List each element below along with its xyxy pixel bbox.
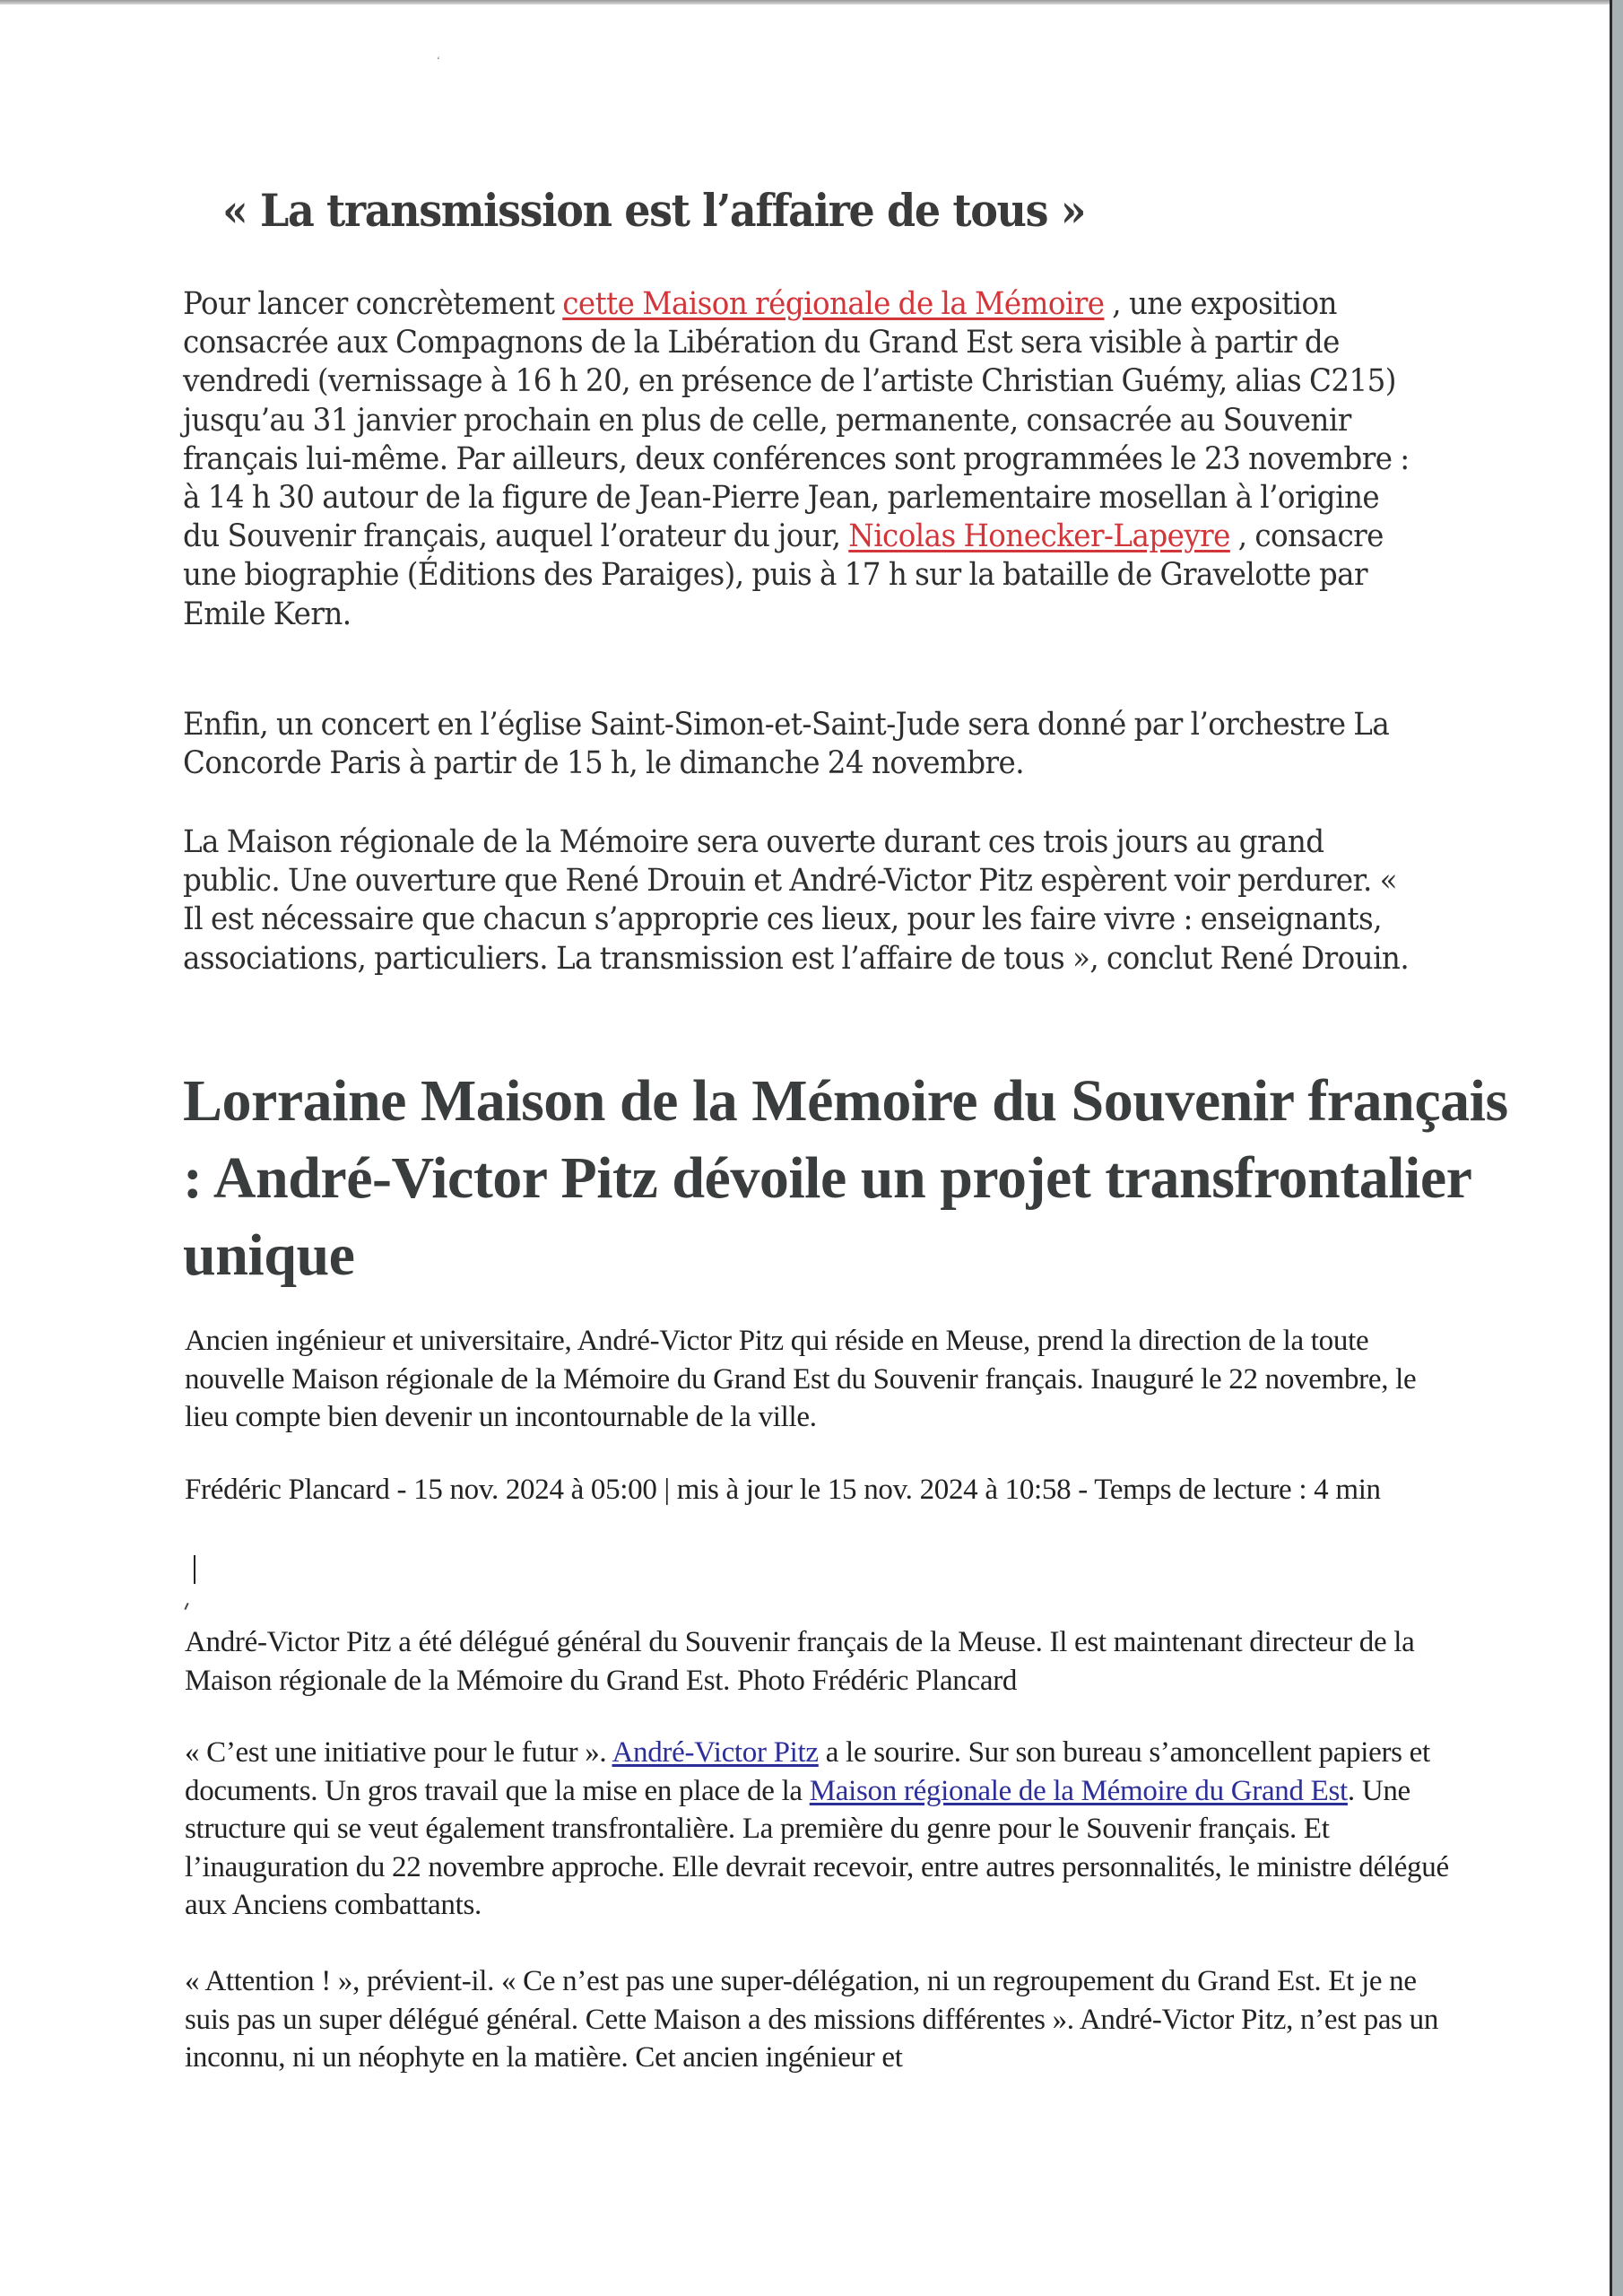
text-cursor (194, 1555, 195, 1584)
scan-mark (184, 1603, 188, 1610)
paragraph-text: . Une structure qui se veut également transfrontalière. La première du genre pour le Souvenir français. Et l’inauguration du 22 novembre approche. Elle devrait recevoir, entre autres personnalités, le ministre délégué aux Anciens combattants. (185, 1774, 1449, 1921)
paragraph-concert: Enfin, un concert en l’église Saint-Simon-et-Saint-Jude sera donné par l’orchestre La Concorde Paris à partir de 15 h, le dimanche 24 novembre. (183, 707, 1390, 782)
section-title: « La transmission est l’affaire de tous » (222, 184, 1086, 237)
link-maison-regionale-grand-est[interactable]: Maison régionale de la Mémoire du Grand Est (809, 1774, 1348, 1807)
photo-caption: André-Victor Pitz a été délégué général du Souvenir français de la Meuse. Il est maintenant directeur de la Maison régionale de la Mémoire du Grand Est. Photo Frédéric Plancard (185, 1626, 1415, 1697)
paragraph-text: Pour lancer concrètement (183, 286, 563, 322)
paragraph-text: « C’est une initiative pour le futur ». (185, 1736, 612, 1769)
link-nicolas-honecker-lapeyre[interactable]: Nicolas Honecker-Lapeyre (848, 518, 1230, 555)
paragraph-initiative (185, 1734, 1458, 1925)
paragraph-text: , une exposition consacrée aux Compagnons de la Libération du Grand Est sera visible à partir de vendredi (vernissage à 16 h 20, en présence de l’artiste Christian Guémy, alias C215) jusqu’au 31 janvier prochain en plus de celle, permanente, consacrée au Souvenir français lui-même. Par ailleurs, deux conférences sont programmées le 23 novembre : à 14 h 30 autour de la figure de Jean-Pierre Jean, parlementaire mosellan à l’origine du Souvenir français, auquel l’orateur du jour, (183, 286, 1410, 555)
paragraph-attention: « Attention ! », prévient-il. « Ce n’est pas une super-délégation, ni un regroupement du Grand Est. Et je ne suis pas un super délégué général. Cette Maison a des missions différentes ». André-Victor Pitz, n’est pas un inconnu, ni un néophyte en la matière. Cet ancien ingénieur et (185, 1965, 1439, 2074)
article-chapo: Ancien ingénieur et universitaire, André-Victor Pitz qui réside en Meuse, prend la direction de la toute nouvelle Maison régionale de la Mémoire du Grand Est du Souvenir français. Inauguré le 22 novembre, le lieu compte bien devenir un incontournable de la ville. (185, 1325, 1417, 1433)
article-headline: Lorraine Maison de la Mémoire du Souvenir français : André-Victor Pitz dévoile un projet transfrontalier unique (183, 1068, 1508, 1288)
link-maison-regionale[interactable]: cette Maison régionale de la Mémoire (562, 286, 1105, 322)
paragraph-text: a le sourire. Sur son bureau s’amoncellent papiers et documents. Un gros travail que la mise en place de la (185, 1736, 1430, 1807)
paragraph-exposition (183, 285, 1417, 634)
scan-right-margin (1612, 0, 1623, 2296)
article-byline: Frédéric Plancard - 15 nov. 2024 à 05:00 | mis à jour le 15 nov. 2024 à 10:58 - Temps de lecture : 4 min (185, 1474, 1381, 1506)
paragraph-text: , consacre une biographie (Éditions des Paraiges), puis à 17 h sur la bataille de Gravelotte par Emile Kern. (183, 518, 1384, 632)
paragraph-ouverture: La Maison régionale de la Mémoire sera ouverte durant ces trois jours au grand public. Une ouverture que René Drouin et André-Victor Pitz espèrent voir perdurer. « Il est nécessaire que chacun s’approprie ces lieux, pour les faire vivre : enseignants, associations, particuliers. La transmission est l’affaire de tous », conclut René Drouin. (183, 824, 1410, 977)
scan-top-edge (0, 0, 1610, 4)
scan-speck: ʻ (437, 54, 440, 66)
link-andre-victor-pitz[interactable]: André-Victor Pitz (612, 1736, 819, 1769)
